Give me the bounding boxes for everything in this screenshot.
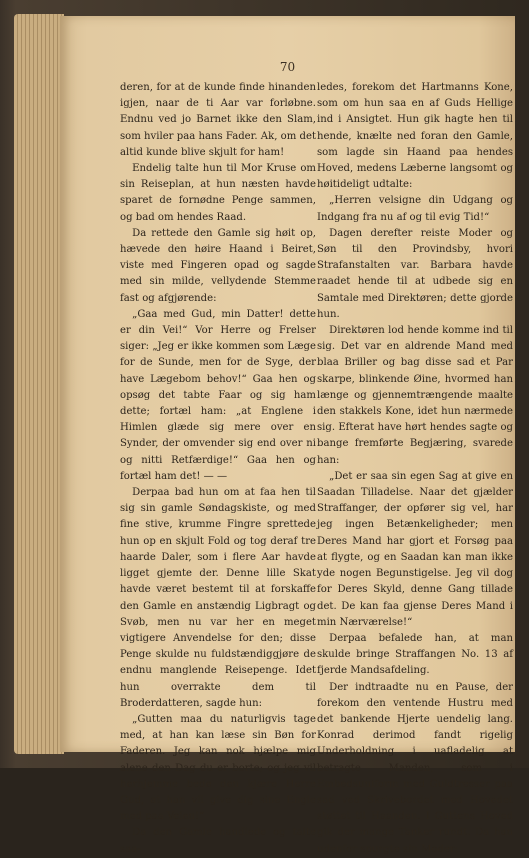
paragraph: „Herren velsigne din Udgang og Indgang fra nu af og til evig Tid!“ xyxy=(317,195,513,223)
paragraph: Derpaa bad hun om at faa hen til sig sin gamle Søndagskiste, og med fine stive, krumme Fingre sprettede hun op en skjult Fold og tog deraf tre haarde Daler, som i flere Aar havde ligget gjemte der. Denne lille Skat havde været bestemt til at forskaffe den Gamle en anstændig Ligbragt og Svøb, men nu var her en meget vigtigere Anvendelse for den; disse Penge skulde nu fuldstændiggjøre de endnu manglende Reisepenge. Idet hun overrakte dem til Broderdatteren, sagde hun: xyxy=(120,487,316,709)
right-column xyxy=(317,80,513,858)
page-number: 70 xyxy=(279,60,296,74)
paragraph: Direktøren lod hende komme ind til sig. Det var en aldrende Mand med blaa Briller og bag disse sad et Par skarpe, blinkende Øine, hvormed han længe og gjennemtrængende maalte den stakkels Kone, idet hun nærmede sig. Efterat have hørt hendes sagte og bange fremførte Begjæring, svarede han: xyxy=(317,325,513,466)
paragraph: Endelig talte hun til Mor Kruse om sin Reiseplan, at hun næsten havde sparet de fornødne Penge sammen, og bad om hendes Raad. xyxy=(120,163,316,223)
left-column xyxy=(120,80,316,858)
paragraph: Da den Gamle handlede og talte saa- xyxy=(120,827,316,855)
book-page xyxy=(60,16,515,855)
paragraph: Derpaa befalede han, at man skulde bringe Straffangen No. 13 af fjerde Mandsafdeling. xyxy=(317,632,513,677)
paragraph: deren, for at de kunde finde hinanden igjen, naar de ti Aar var forløbne. Endnu ved jo Barnet ikke den Slam, som hviler paa hans Fader. Ak, om det altid kunde blive skjult for ham! xyxy=(120,82,316,158)
page-edges xyxy=(14,14,64,754)
paragraph: Dagen derefter reiste Moder og Søn til den Provindsby, hvori Strafanstalten var. Barbara havde raadet hende til at udbede sig en Samtale med Direktøren; dette gjorde hun. xyxy=(317,227,513,320)
paragraph: „Det er saa sin egen Sag at give en Saadan Tilladelse. Naar det gjælder Straffanger, der opfører sig vel, har jeg ingen Betænkeligheder; men Deres Mand har gjort et Forsøg paa at flygte, og en Saadan kan man ikke yde nogen Begunstigelse. Jeg vil dog for Deres Skyld, denne Gang tillade det. De kan faa gjense Deres Mand i min Nærværelse!“ xyxy=(317,470,513,628)
paragraph: „Gaa med Gud, min Datter! dette er din Vei!“ Vor Herre og Frelser siger: „Jeg er ikke kommen som Læge for de Sunde, men for de Syge, der have Lægebom behov!“ Gaa hen og opsøg det tabte Faar og sig ham dette; fortæl ham: „at Englene i Himlen glæde sig mere over en Synder, der omvender sig end over ni og nitti Retfærdige!“ Gaa hen og fortæl ham det! — — xyxy=(120,308,316,482)
paragraph: „Gutten maa du naturligvis tage med, at han kan læse sin Bøn for Faderen. Jeg kan nok hjælpe mig alene den Dag du er borte; og jeg vil herhjemme bede den kjære Herre Gud, at han vil give dig sine Engle med paa Veien!“ xyxy=(120,713,316,823)
paragraph: Der indtraadte nu en Pause, der forekom den ventende Hustru med det bankende Hjerte uendelig lang. Konrad derimod fandt rigelig Underholdning i uafladelig at betragte Manden, som i Embedsuniform med Guldtresser paa sad ved Skrivebordet med Hovedet støttet til Haanden. I Guttens Hoved gik der mange Tanker rundt. Da han udenfor spurgte sin Moder: xyxy=(317,681,513,855)
paragraph: Da rettede den Gamle sig høit op, hævede den høire Haand i Beiret, viste med Fingeren opad og sagde med sin milde, vellydende Stemme fast og afgjørende: xyxy=(120,227,316,304)
paragraph: ledes, forekom det Hartmanns Kone, som om hun saa en af Guds Hellige ind i Ansigtet. Hun gik hagte hen til hende, knælte ned foran den Gamle, som lagde sin Haand paa hendes Hoved, medens Læberne langsomt og høitideligt udtalte: xyxy=(317,82,513,191)
